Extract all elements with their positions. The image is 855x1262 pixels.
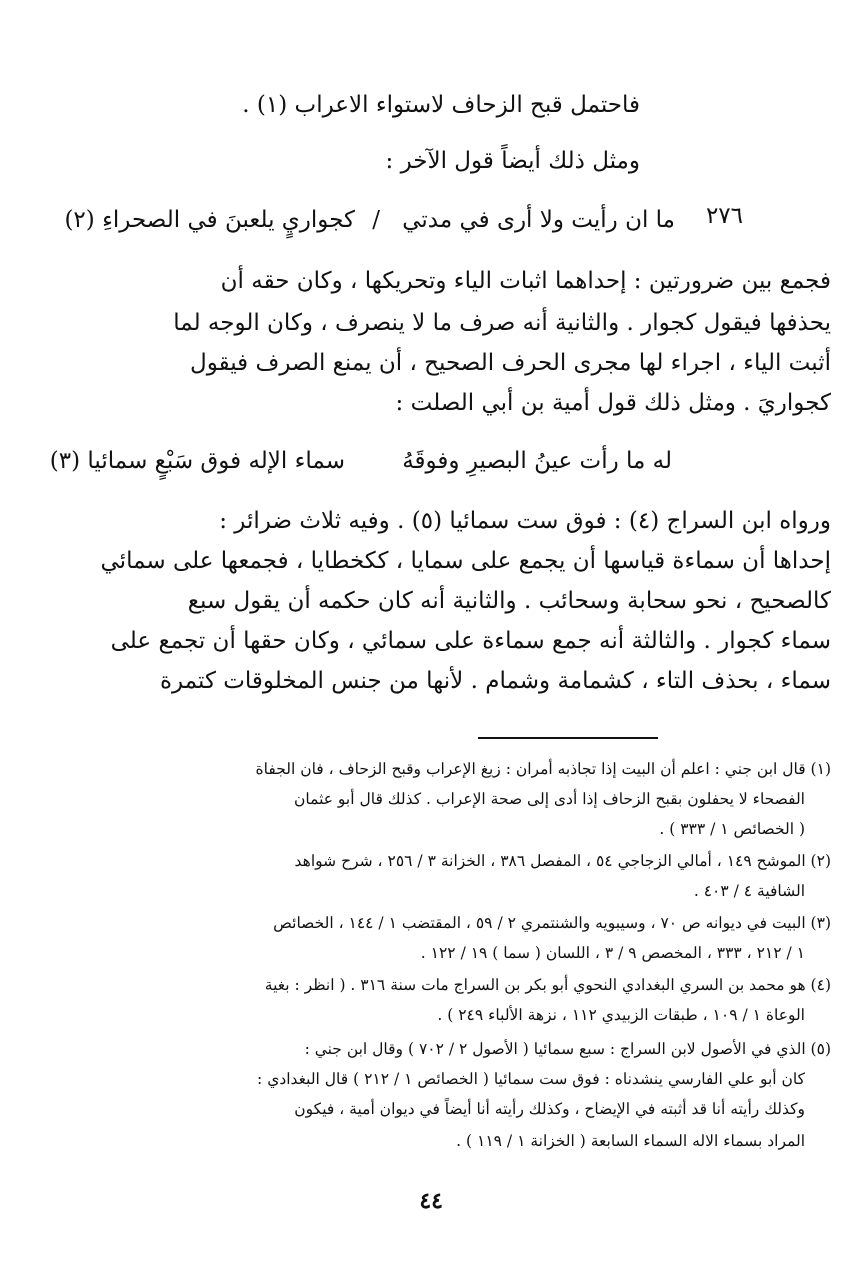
footnote-line: ( الخصائص ١ / ٣٣٣ ) . — [659, 820, 805, 838]
footnote-line: وكذلك رأيته أنا قد أثبته في الإيضاح ، وكذلك رأيته أنا أيضاً في ديوان أمية ، فيكون — [294, 1100, 805, 1118]
text-line: سماء كجوار . والثالثة أنه جمع سماءة على سمائي ، وكان حقها أن تجمع على — [110, 628, 831, 654]
page-number: ٤٤ — [419, 1188, 443, 1214]
footnote-line: (١) قال ابن جني : اعلم أن البيت إذا تجاذبه أمران : زيغ الإعراب وقبح الزحاف ، فان الجفاة — [255, 760, 831, 778]
text-line: ورواه ابن السراج (٤) : فوق ست سمائيا (٥) . وفيه ثلاث ضرائر : — [219, 508, 831, 534]
text-line: كجواريَ . ومثل ذلك قول أمية بن أبي الصلت : — [395, 390, 831, 416]
verse-number: ٢٧٦ — [705, 203, 743, 229]
footnote-line: الوعاة ١ / ١٠٩ ، طبقات الزبيدي ١١٢ ، نزهة الألباء ٢٤٩ ) . — [437, 1006, 805, 1024]
text-line: إحداها أن سماءة قياسها أن يجمع على سمايا ، ككخطايا ، فجمعها على سمائي — [100, 548, 831, 574]
verse-second-hemistich: كجواريٍ يلعبنَ في الصحراءِ (٢) — [64, 207, 355, 233]
footnote-line: الشافية ٤ / ٤٠٣ . — [693, 882, 805, 900]
footnote-line: (٤) هو محمد بن السري البغدادي النحوي أبو بكر بن السراج مات سنة ٣١٦ . ( انظر : بغية — [264, 976, 831, 994]
text-line: فجمع بين ضرورتين : إحداهما اثبات الياء وتحريكها ، وكان حقه أن — [220, 268, 831, 294]
text-line: أثبت الياء ، اجراء لها مجرى الحرف الصحيح ، أن يمنع الصرف فيقول — [190, 350, 831, 376]
verse-first-hemistich: ما ان رأيت ولا أرى في مدتي — [402, 207, 675, 233]
text-line: ومثل ذلك أيضاً قول الآخر : — [385, 148, 640, 174]
footnote-line: الفصحاء لا يحفلون بقبح الزحاف إذا أدى إلى صحة الإعراب . كذلك قال أبو عثمان — [294, 790, 805, 808]
footnote-line: (٢) الموشح ١٤٩ ، أمالي الزجاجي ٥٤ ، المفصل ٣٨٦ ، الخزانة ٣ / ٢٥٦ ، شرح شواهد — [294, 852, 831, 870]
text-line: كالصحيح ، نحو سحابة وسحائب . والثانية أنه كان حكمه أن يقول سبع — [187, 588, 831, 614]
verse-second-hemistich: سماء الإله فوق سَبْعٍ سمائيا (٣) — [49, 448, 345, 474]
footnote-divider — [478, 737, 658, 739]
text-line: يحذفها فيقول كجوار . والثانية أنه صرف ما لا ينصرف ، وكان الوجه لما — [173, 310, 831, 336]
text-line: فاحتمل قبح الزحاف لاستواء الاعراب (١) . — [242, 92, 640, 118]
verse-separator: / — [372, 207, 380, 233]
verse-first-hemistich: له ما رأت عينُ البصيرِ وفوقَهُ — [402, 448, 672, 474]
footnote-line: المراد بسماء الاله السماء السابعة ( الخزانة ١ / ١١٩ ) . — [456, 1132, 805, 1150]
footnote-line: (٣) البيت في ديوانه ص ٧٠ ، وسيبويه والشنتمري ٢ / ٥٩ ، المقتضب ١ / ١٤٤ ، الخصائص — [273, 914, 831, 932]
footnote-line: (٥) الذي في الأصول لابن السراج : سبع سمائيا ( الأصول ٢ / ٧٠٢ ) وقال ابن جني : — [304, 1040, 831, 1058]
footnote-line: كان أبو علي الفارسي ينشدناه : فوق ست سمائيا ( الخصائص ١ / ٢١٢ ) قال البغدادي : — [257, 1070, 805, 1088]
footnote-line: ١ / ٢١٢ ، ٣٣٣ ، المخصص ٩ / ٣ ، اللسان ( سما ) ١٩ / ١٢٢ . — [420, 944, 805, 962]
text-line: سماء ، بحذف التاء ، كشمامة وشمام . لأنها من جنس المخلوقات كتمرة — [159, 668, 831, 694]
